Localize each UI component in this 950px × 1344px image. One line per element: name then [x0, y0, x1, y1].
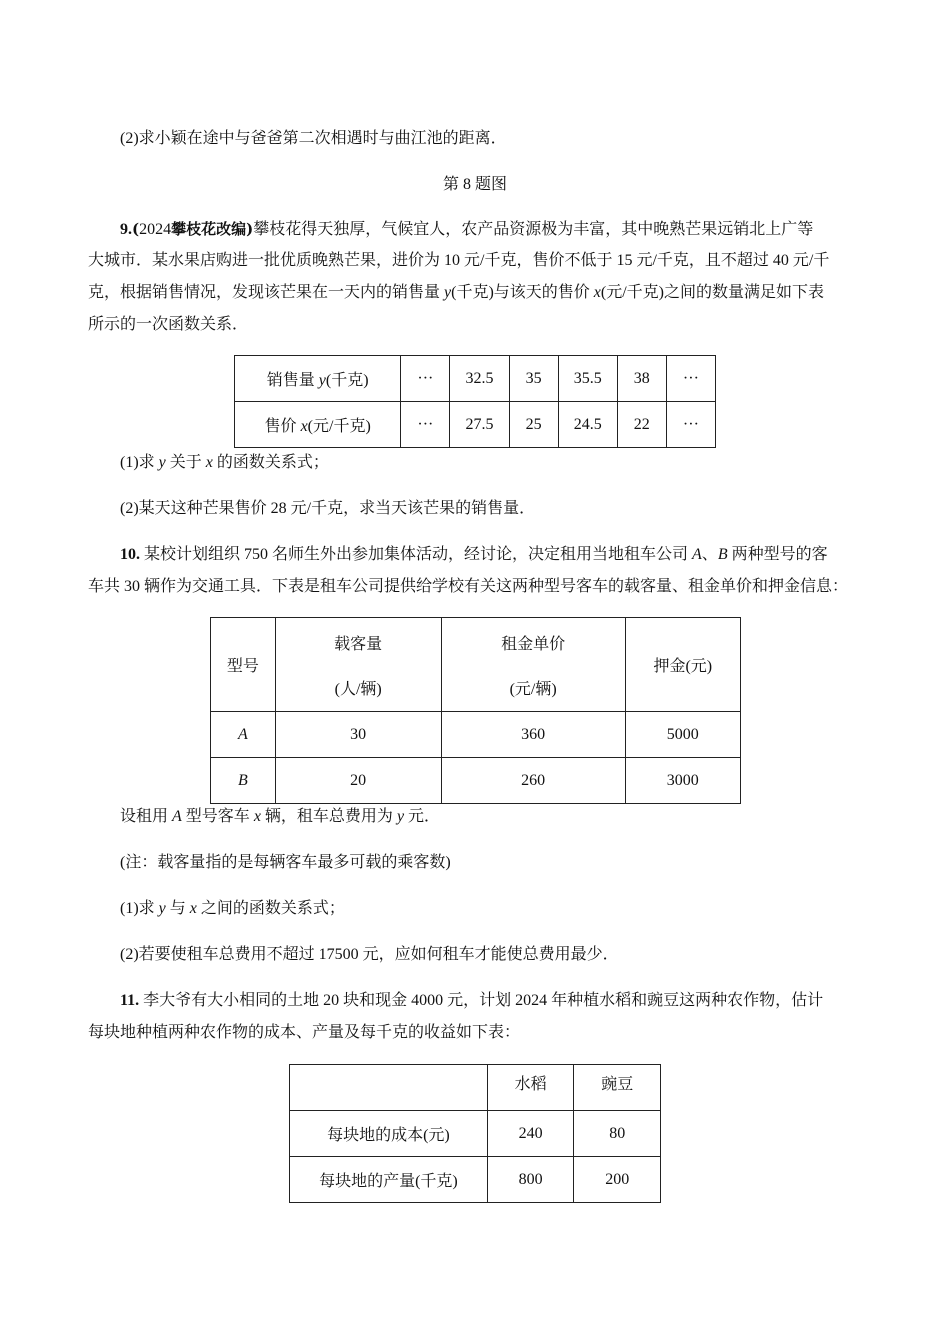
q9-row2-label [235, 402, 401, 448]
q11-cell: 240 [487, 1111, 574, 1157]
q10-cell: 30 [275, 712, 441, 758]
q9-row1-label-b: (千克) [325, 372, 369, 389]
q10-part2: (2)若要使租车总费用不超过 17500 元，应如何租车才能使总费用最少． [120, 946, 619, 963]
q9-cell: ··· [666, 402, 715, 448]
q9-row1-label-var: y [318, 372, 326, 389]
q9-part1 [120, 452, 329, 474]
q9-row2-label-var: x [300, 418, 308, 435]
q10-note: (注：载客量指的是每辆客车最多可载的乘客数) [120, 854, 451, 871]
q9-cell: 22 [617, 402, 666, 448]
q9-source-year: 2024 [139, 221, 172, 238]
q9-line1-text: 攀枝花得天独厚，气候宜人，农产品资源极为丰富，其中晚熟芒果远销北上广等 [253, 221, 814, 238]
q10-var-B: B [717, 546, 728, 563]
q9-part1-a: (1)求 [120, 454, 159, 471]
q10-table [210, 617, 741, 804]
q9-part1-y: y [158, 454, 166, 471]
q10-h-capacity [275, 618, 441, 712]
q9-cell: ··· [666, 356, 715, 402]
q11-line2: 每块地种植两种农作物的成本、产量及每千克的收益如下表： [88, 1024, 521, 1041]
q10-cell: 260 [441, 758, 625, 804]
q9-part1-b: 关于 [165, 454, 206, 471]
q9-row1-label-a: 销售量 [266, 372, 319, 389]
q9-cell: 27.5 [450, 402, 509, 448]
q9-cell: 24.5 [558, 402, 617, 448]
table-row [290, 1111, 661, 1157]
q9-part2: (2)某天这种芒果售价 28 元/千克，求当天该芒果的销售量． [120, 500, 536, 517]
q9-table-row-sales [235, 356, 716, 402]
q10-h-type: 型号 [211, 618, 276, 712]
q10-h-capacity-1: 载客量 [334, 635, 383, 653]
q11-line1-text: 李大爷有大小相同的土地 20 块和现金 4000 元，计划 2024 年种植水稻和豌豆这两种农作物，估计 [139, 992, 824, 1009]
q9-cell: 32.5 [450, 356, 509, 402]
q10-part1 [120, 898, 345, 920]
q10-setup-a: 设租用 [120, 808, 173, 825]
q9-line3-b: (千克)与该天的售价 [451, 284, 594, 301]
q11-row-label: 每块地的产量(千克) [290, 1157, 488, 1203]
q9-var-y: y [444, 284, 452, 301]
q9-cell: ··· [401, 356, 450, 402]
q10-cell-type [211, 712, 276, 758]
q10-setup-c: 辆，租车总费用为 [260, 808, 397, 825]
q9-cell: ··· [401, 402, 450, 448]
q9-line3-c: (元/千克)之间的数量满足如下表 [600, 284, 825, 301]
q9-source-close: ) [246, 220, 254, 238]
q10-cell: 360 [441, 712, 625, 758]
q9-line3 [88, 282, 824, 304]
q10-line2: 车共 30 辆作为交通工具．下表是租车公司提供给学校有关这两种型号客车的载客量、租金单价和押金信息： [88, 578, 849, 595]
q9-cell: 35 [509, 356, 558, 402]
q10-cell: 3000 [625, 758, 740, 804]
q10-part1-b: 与 [165, 900, 190, 917]
q10-setup-A: A [172, 808, 182, 825]
q9-table [234, 355, 716, 448]
q10-table-header [211, 618, 741, 712]
q10-h-deposit: 押金(元) [625, 618, 740, 712]
q11-number: 11. [120, 992, 140, 1009]
q9-var-x: x [593, 284, 601, 301]
q11-line1 [120, 990, 823, 1012]
q10-setup-b: 型号客车 [181, 808, 254, 825]
q10-setup-d: 元． [404, 808, 441, 825]
q9-row1-label [235, 356, 401, 402]
q10-line1 [120, 544, 828, 566]
q9-source-open: ( [132, 220, 140, 238]
q10-h-capacity-2: (人/辆) [334, 680, 382, 698]
q10-cell: 20 [275, 758, 441, 804]
q9-cell: 38 [617, 356, 666, 402]
q9-part1-x: x [205, 454, 213, 471]
q10-h-rent-1: 租金单价 [501, 635, 566, 653]
q9-number: 9. [120, 221, 132, 238]
q9-line3-a: 克，根据销售情况，发现该芒果在一天内的销售量 [88, 284, 445, 301]
q10-part1-y: y [158, 900, 166, 917]
q10-line1-b: 两种型号的客 [727, 546, 828, 563]
q10-var-A: A [692, 546, 702, 563]
q10-h-rent [441, 618, 625, 712]
q9-part1-c: 的函数关系式； [212, 454, 329, 471]
q11-cell: 800 [487, 1157, 574, 1203]
q9-cell: 25 [509, 402, 558, 448]
table-row [290, 1157, 661, 1203]
q11-h-rice: 水稻 [487, 1065, 574, 1111]
q10-line1-a: 某校计划组织 750 名师生外出参加集体活动，经讨论，决定租用当地租车公司 [140, 546, 693, 563]
q9-table-row-price [235, 402, 716, 448]
q9-source-name: 攀枝花改编 [171, 220, 247, 238]
q11-table [289, 1064, 661, 1203]
q10-line1-sep: 、 [701, 546, 718, 563]
q10-number: 10. [120, 546, 140, 563]
q11-row-label: 每块地的成本(元) [290, 1111, 488, 1157]
q8-part2: (2)求小颖在途中与爸爸第二次相遇时与曲江池的距离． [120, 130, 507, 147]
q8-figure-caption: 第 8 题图 [442, 176, 507, 193]
q10-setup-y: y [396, 808, 405, 825]
q10-h-rent-2: (元/辆) [509, 680, 557, 698]
q10-part1-a: (1)求 [120, 900, 159, 917]
q11-cell: 80 [574, 1111, 661, 1157]
q10-part1-c: 之间的函数关系式； [196, 900, 345, 917]
q10-setup-x: x [253, 808, 261, 825]
q9-cell: 35.5 [558, 356, 617, 402]
q11-h-pea: 豌豆 [574, 1065, 661, 1111]
q11-table-header [290, 1065, 661, 1111]
q10-part1-x: x [189, 900, 197, 917]
q11-cell: 200 [574, 1157, 661, 1203]
q10-cell: 5000 [625, 712, 740, 758]
q9-line1 [120, 218, 813, 241]
q9-row2-label-b: (元/千克) [307, 418, 371, 435]
q10-setup [120, 806, 440, 828]
q9-line4: 所示的一次函数关系． [88, 316, 249, 333]
q9-line2: 大城市．某水果店购进一批优质晚熟芒果，进价为 10 元/千克，售价不低于 15 元/千克，且不超过 40 元/千 [88, 252, 830, 269]
q10-type-A: A [237, 725, 248, 743]
table-row [211, 758, 741, 804]
q10-cell-type [211, 758, 276, 804]
q10-type-B: B [237, 771, 248, 789]
q11-h-empty [290, 1065, 488, 1111]
table-row [211, 712, 741, 758]
q9-row2-label-a: 售价 [264, 418, 301, 435]
